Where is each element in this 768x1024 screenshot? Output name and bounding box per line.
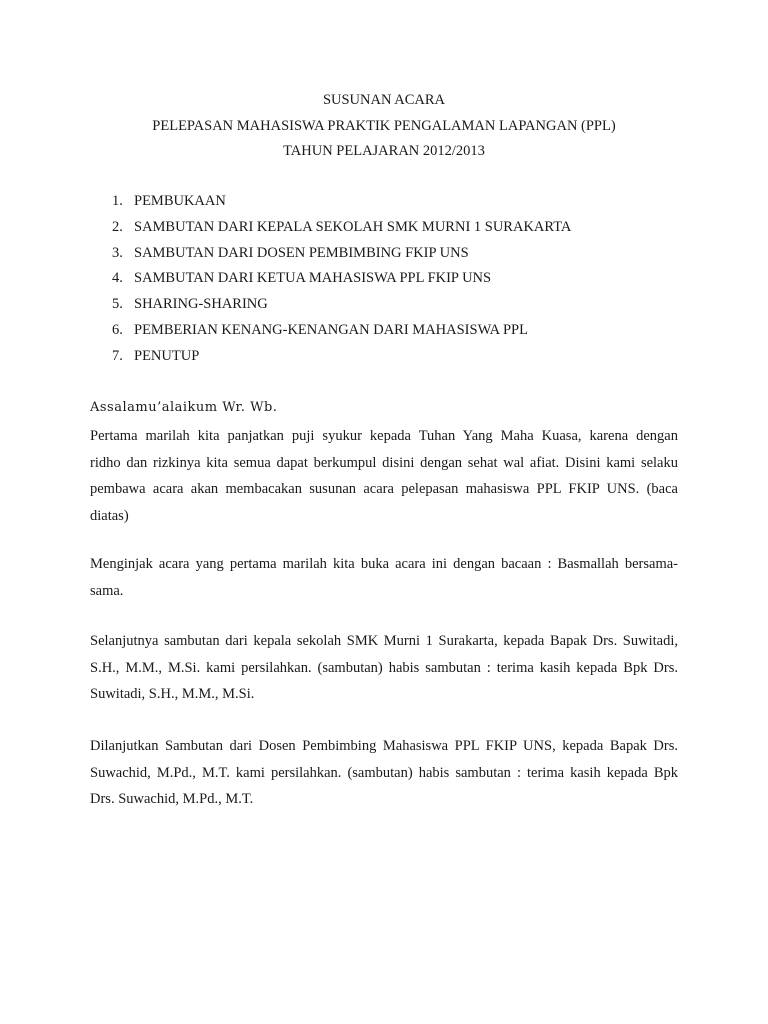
- paragraph-line: Suwitadi, S.H., M.M., M.Si.: [90, 686, 255, 702]
- paragraph-opening: [90, 423, 678, 529]
- paragraph-line: pembawa acara akan membacakan susunan acara pelepasan mahasiswa PPL FKIP UNS. (baca: [90, 481, 678, 497]
- agenda-number: 6.: [112, 321, 123, 338]
- agenda-text: PEMBUKAAN: [134, 193, 226, 209]
- agenda-number: 1.: [112, 193, 123, 209]
- paragraph-line: S.H., M.M., M.Si. kami persilahkan. (sambutan) habis sambutan : terima kasih kepada Bpk Drs.: [90, 659, 678, 676]
- paragraph-line: Drs. Suwachid, M.Pd., M.T.: [90, 791, 254, 807]
- agenda-item: [90, 241, 571, 267]
- agenda-number: 5.: [112, 296, 123, 313]
- agenda-item: [90, 292, 571, 318]
- agenda-text: SAMBUTAN DARI KETUA MAHASISWA PPL FKIP UNS: [134, 270, 492, 287]
- paragraph-principal-speech: [90, 628, 678, 708]
- agenda-text: PENUTUP: [134, 347, 200, 364]
- agenda-text: SHARING-SHARING: [134, 296, 268, 313]
- agenda-number: 7.: [112, 347, 123, 364]
- document-year: TAHUN PELAJARAN 2012/2013: [283, 143, 485, 159]
- paragraph-lecturer-speech: [90, 733, 678, 813]
- document-title: SUSUNAN ACARA: [322, 92, 446, 108]
- paragraph-basmallah: [90, 551, 678, 604]
- agenda-item: [90, 344, 571, 370]
- agenda-text: SAMBUTAN DARI KEPALA SEKOLAH SMK MURNI 1 SURAKARTA: [134, 218, 572, 235]
- agenda-text: SAMBUTAN DARI DOSEN PEMBIMBING FKIP UNS: [134, 244, 469, 261]
- paragraph-line: Suwachid, M.Pd., M.T. kami persilahkan. (sambutan) habis sambutan : terima kasih kepada Bpk: [90, 764, 678, 781]
- agenda-item: [90, 266, 571, 292]
- title-block: [0, 88, 768, 165]
- paragraph-line: ridho dan rizkinya kita semua dapat berkumpul disini dengan sehat wal afiat. Disini kami selaku: [90, 454, 678, 471]
- paragraph-line: Dilanjutkan Sambutan dari Dosen Pembimbing Mahasiswa PPL FKIP UNS, kepada Bapak Drs.: [90, 738, 678, 754]
- paragraph-line: Selanjutnya sambutan dari kepala sekolah SMK Murni 1 Surakarta, kepada Bapak Drs. Suwitadi,: [90, 633, 678, 649]
- agenda-item: [90, 189, 571, 215]
- agenda-item: [90, 318, 571, 344]
- greeting: Assalamu’alaikum Wr. Wb.: [90, 400, 278, 415]
- paragraph-line: diatas): [90, 507, 129, 524]
- agenda-list: [90, 189, 571, 370]
- agenda-number: 4.: [112, 270, 123, 287]
- agenda-item: [90, 215, 571, 241]
- paragraph-line: Menginjak acara yang pertama marilah kita buka acara ini dengan bacaan : Basmallah bersama-: [90, 556, 678, 572]
- agenda-text: PEMBERIAN KENANG-KENANGAN DARI MAHASISWA PPL: [134, 321, 528, 338]
- document-subtitle: PELEPASAN MAHASISWA PRAKTIK PENGALAMAN LAPANGAN (PPL): [152, 117, 616, 134]
- paragraph-line: sama.: [90, 582, 124, 599]
- agenda-number: 3.: [112, 244, 123, 261]
- paragraph-line: Pertama marilah kita panjatkan puji syukur kepada Tuhan Yang Maha Kuasa, karena dengan: [90, 428, 678, 444]
- agenda-number: 2.: [112, 218, 123, 235]
